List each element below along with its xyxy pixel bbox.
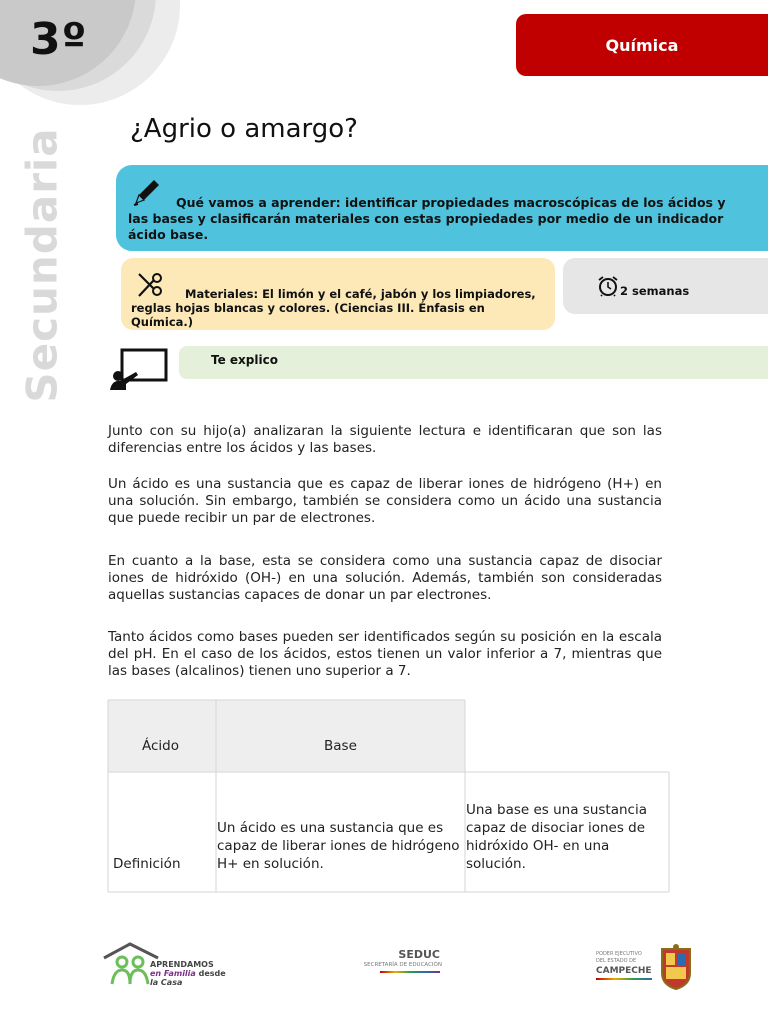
aprendamos-line2: en Familia (150, 969, 196, 978)
campeche-name: CAMPECHE (596, 966, 652, 976)
seduc-name: SEDUC (398, 948, 440, 961)
materials-text: Materiales: El limón y el café, jabón y los limpiadores, reglas hojas blancas y colores. (Ciencias III. Énfasis en Química.) (131, 287, 536, 329)
aprendamos-line1: APRENDAMOS (150, 960, 214, 969)
explain-label: Te explico (211, 353, 278, 367)
aprendamos-logo (100, 940, 230, 990)
seduc-sub: SECRETARÍA DE EDUCACIÓN (363, 962, 442, 968)
aprendamos-line3: desde (198, 969, 226, 978)
table-acid-definition: Un ácido es una sustancia que es capaz de liberar iones de hidrógeno H+ en solución. (217, 820, 460, 872)
table-base-definition: Una base es una sustancia capaz de disociar iones de hidróxido OH- en una solución. (466, 802, 647, 872)
seduc-logo (350, 948, 442, 978)
campeche-line2: DEL ESTADO DE (596, 958, 637, 964)
campeche-shield-icon (658, 943, 694, 991)
campeche-logo (596, 945, 696, 991)
page-title: ¿Agrio o amargo? (130, 114, 358, 144)
paragraph-3: En cuanto a la base, esta se considera como una sustancia capaz de disociar iones de hidróxido (OH-) en una solución. Además, también son consideradas aquellas sustancias capaces de donar un par electrones. (108, 553, 662, 603)
level-text: Secundaria (17, 127, 67, 403)
learn-text: Qué vamos a aprender: identificar propiedades macroscópicas de los ácidos y las bases y clasificarán materiales con estas propiedades por medio de un indicador ácido base. (128, 195, 726, 242)
grade-label: 3º (30, 14, 88, 65)
paragraph-2: Un ácido es una sustancia que es capaz de liberar iones de hidrógeno (H+) en una solución. Sin embargo, también se considera como un ácido una sustancia que puede recibir un par de electrones. (108, 476, 662, 526)
table-header-base: Base (324, 738, 357, 754)
campeche-color-strip (596, 978, 652, 980)
duration-text: 2 semanas (620, 284, 690, 298)
campeche-line1: PODER EJECUTIVO (596, 951, 642, 957)
table-row-label: Definición (113, 856, 181, 872)
subject-label: Química (605, 35, 679, 55)
table-header-acid: Ácido (142, 738, 179, 754)
paragraph-4: Tanto ácidos como bases pueden ser identificados según su posición en la escala del pH. En el caso de los ácidos, estos tienen un valor inferior a 7, mientras que las bases (alcalinos) tienen uno superior a 7. (108, 629, 662, 679)
paragraph-1: Junto con su hijo(a) analizaran la siguiente lectura e identificaran que son las diferencias entre los ácidos y las bases. (108, 423, 662, 456)
aprendamos-line4: la Casa (150, 978, 183, 987)
seduc-color-strip (380, 971, 440, 973)
